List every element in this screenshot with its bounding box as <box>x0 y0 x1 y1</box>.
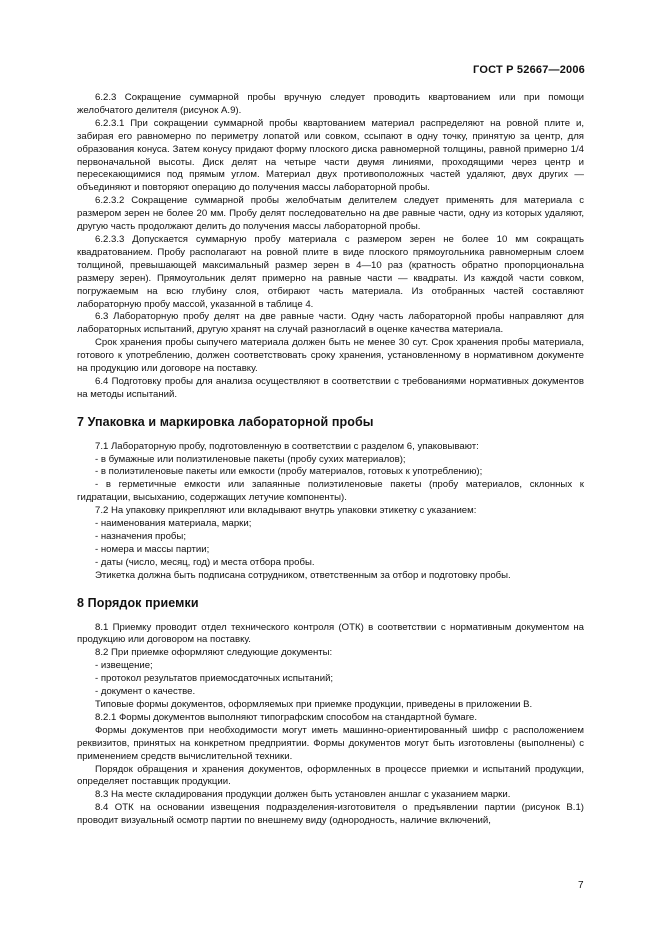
list-item: - в бумажные или полиэтиленовые пакеты (пробу сухих материалов); <box>95 453 406 465</box>
paragraph-6-4: 6.4 Подготовку пробы для анализа осуществляют в соответствии с требованиями нормативных документов на методы испытаний. <box>77 375 584 400</box>
paragraph-8-3: 8.3 На месте складирования продукции должен быть установлен аншлаг с указанием марки. <box>95 789 511 801</box>
paragraph-6-2-3-2: 6.2.3.2 Сокращение суммарной пробы желобчатым делителем следует применять для материала с размером зерен не более 20 мм. Пробу делят последовательно на две равные части, одну из которых удаляют, другую часть продолжают делить до получения массы лабораторной пробы. <box>77 195 584 233</box>
list-item: - номера и массы партии; <box>95 543 210 555</box>
list-item: - наименования материала, марки; <box>95 518 252 530</box>
paragraph-7-1: 7.1 Лабораторную пробу, подготовленную в соответствии с разделом 6, упаковывают: <box>95 440 479 452</box>
paragraph-6-2-3: 6.2.3 Сокращение суммарной пробы вручную следует проводить квартованием или при помощи желобчатого делителя (рисунок А.9). <box>77 92 584 116</box>
paragraph-forms-code: Формы документов при необходимости могут иметь машинно-ориентированный шифр с расположением реквизитов, принятых на конкретном предприятии. Формы документов могут быть изготовлены (выполнены) с применением средств вычислительной техники. <box>77 724 584 762</box>
paragraph-typical-forms: Типовые формы документов, оформляемых при приемке продукции, приведены в приложении В. <box>95 698 533 710</box>
paragraph-6-3: 6.3 Лабораторную пробу делят на две равные части. Одну часть лабораторной пробы направляют для лабораторных испытаний, другую хранят на случай разногласий в оценке качества материала. <box>77 311 584 336</box>
list-item: - в полиэтиленовые пакеты или емкости (пробу материалов, готовых к употреблению); <box>95 466 483 478</box>
document-code: ГОСТ Р 52667—2006 <box>473 64 585 76</box>
list-item: - даты (число, месяц, год) и места отбора пробы. <box>95 556 315 568</box>
paragraph-6-2-3-1: 6.2.3.1 При сокращении суммарной пробы квартованием материал распределяют на ровной плите и, забирая его равномерно по периметру лопатой или совком, ссыпают в одну точку, принятую за центр, для образования конуса. Затем конусу придают форму плоского диска равномерной толщины, равной примерно 1/4 первоначальной высоты. Диск делят на четыре части двумя линиями, проходящими через центр и пересекающимися под прямым углом. Материал двух противоположных частей удаляют, двух других — объединяют и повторяют операцию до получения массы лабораторной пробы. <box>77 117 584 194</box>
list-item: - извещение; <box>95 660 153 672</box>
paragraph-6-2-3-3: 6.2.3.3 Допускается суммарную пробу материала с размером зерен не более 10 мм сокращать квадратованием. Пробу располагают на ровной плите в виде плоского прямоугольника равномерным слоем толщиной, превышающей максимальный размер зерен в 4—10 раз (кратность обратно пропорциональна размеру зерен). Прямоугольник делят примерно на равные части — квадраты. Из каждой части совком, погружаемым на всю глубину слоя, отбирают часть материала. Из отобранных частей составляют лабораторную пробу массой, указанной в таблице 4. <box>77 233 584 310</box>
document-body <box>77 92 584 828</box>
paragraph-label-signature: Этикетка должна быть подписана сотрудником, ответственным за отбор и подготовку пробы. <box>95 569 511 581</box>
paragraph-8-4: 8.4 ОТК на основании извещения подразделения-изготовителя о предъявлении партии (рисунок В.1) проводит визуальный осмотр партии по внешнему виду (однородность, наличие включений, <box>77 802 584 827</box>
list-item: - в герметичные емкости или запаянные полиэтиленовые пакеты (пробу материалов, склонных к гидратации, высыханию, содержащих летучие компоненты). <box>77 479 584 504</box>
paragraph-doc-handling: Порядок обращения и хранения документов, оформленных в процессе приемки и испытаний продукции, определяет поставщик продукции. <box>77 763 584 788</box>
list-item: - назначения пробы; <box>95 531 186 542</box>
paragraph-8-2-1: 8.2.1 Формы документов выполняют типографским способом на стандартной бумаге. <box>95 711 478 723</box>
section-heading-7: 7 Упаковка и маркировка лабораторной пробы <box>77 414 374 429</box>
page-number: 7 <box>578 880 584 891</box>
section-heading-8: 8 Порядок приемки <box>77 595 199 610</box>
paragraph-7-2: 7.2 На упаковку прикрепляют или вкладывают внутрь упаковки этикетку с указанием: <box>95 505 477 517</box>
paragraph-8-1: 8.1 Приемку проводит отдел технического контроля (ОТК) в соответствии с нормативным документом на продукцию или договором на поставку. <box>77 621 584 646</box>
paragraph-8-2: 8.2 При приемке оформляют следующие документы: <box>95 647 333 659</box>
paragraph-storage-term: Срок хранения пробы сыпучего материала должен быть не менее 30 сут. Срок хранения пробы материала, готового к употреблению, должен соответствовать сроку хранения, установленному в нормативном документе на продукцию или договоре на поставку. <box>77 337 584 375</box>
list-item: - протокол результатов приемосдаточных испытаний; <box>95 673 334 685</box>
list-item: - документ о качестве. <box>95 686 196 698</box>
